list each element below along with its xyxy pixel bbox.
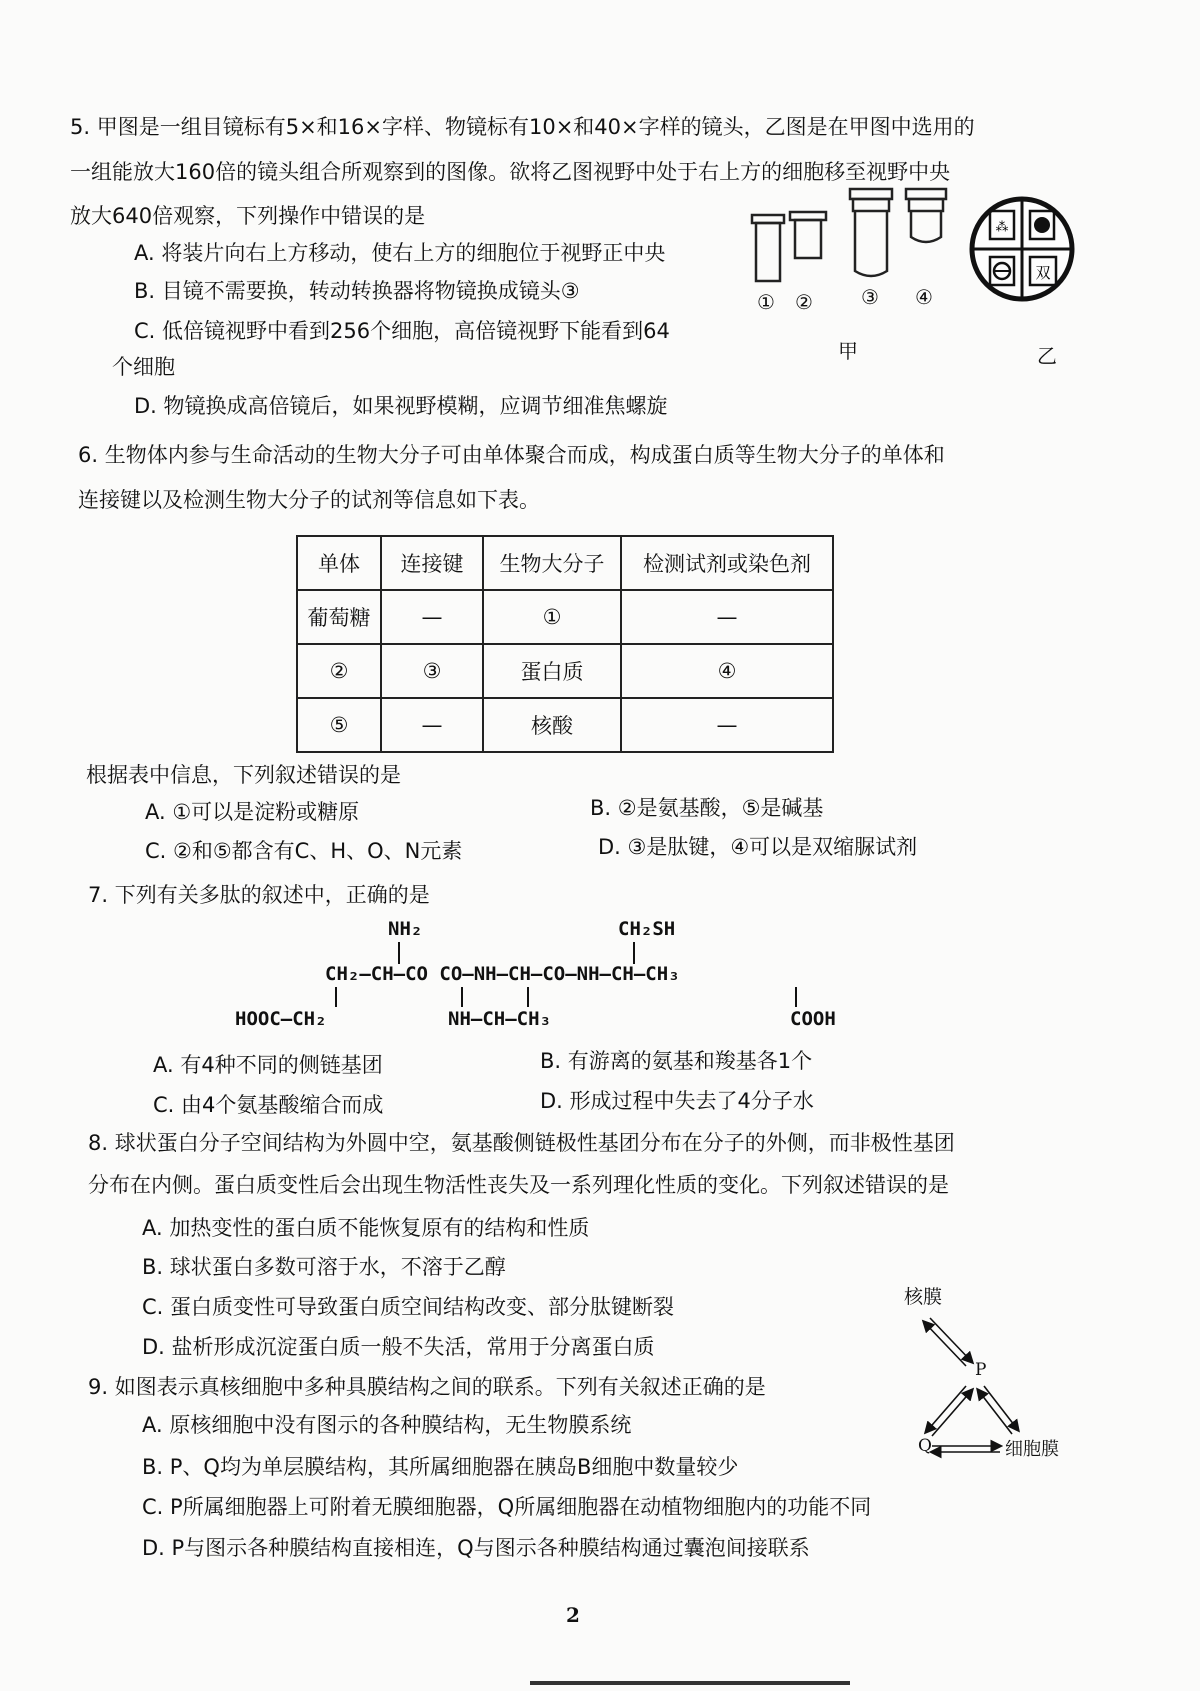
q8-stem-line1: 8. 球状蛋白分子空间结构为外圆中空，氨基酸侧链极性基团分布在分子的外侧，而非极性基团	[88, 1131, 955, 1155]
formula-bottom-left: HOOC—CH₂	[235, 1008, 327, 1030]
lens-label-4: ④	[915, 285, 933, 309]
lens-4-icon	[906, 189, 946, 242]
bottom-rule	[530, 1681, 850, 1685]
q7-option-d: D. 形成过程中失去了4分子水	[540, 1089, 814, 1113]
table-header-row	[297, 536, 833, 590]
q6-option-c: C. ②和⑤都含有C、H、O、N元素	[145, 839, 463, 863]
table-cell: ⑤	[297, 698, 381, 752]
q9-option-a: A. 原核细胞中没有图示的各种膜结构，无生物膜系统	[142, 1413, 632, 1437]
table-cell: ①	[483, 590, 621, 644]
diagram-q-label: Q	[918, 1436, 932, 1456]
q5-option-c-line2: 个细胞	[112, 355, 175, 379]
q5-stem-line1: 5. 甲图是一组目镜标有5×和16×字样、物镜标有10×和40×字样的镜头，乙图是在甲图中选用的	[70, 115, 975, 139]
table-cell: 葡萄糖	[297, 590, 381, 644]
monomer-table	[296, 535, 834, 753]
table-cell: —	[621, 590, 833, 644]
diagram-nuclear-membrane: 核膜	[904, 1286, 943, 1308]
q9-stem: 9. 如图表示真核细胞中多种具膜结构之间的联系。下列有关叙述正确的是	[88, 1375, 766, 1399]
q9-option-d: D. P与图示各种膜结构直接相连，Q与图示各种膜结构通过囊泡间接联系	[142, 1536, 810, 1560]
lens-label-2: ②	[795, 290, 813, 314]
q7-option-c: C. 由4个氨基酸缩合而成	[153, 1093, 384, 1117]
q7-option-b: B. 有游离的氨基和羧基各1个	[540, 1049, 813, 1073]
table-cell: —	[381, 698, 483, 752]
formula-nh2: NH₂	[388, 918, 423, 940]
q7-stem: 7. 下列有关多肽的叙述中，正确的是	[88, 883, 430, 907]
q8-stem-line2: 分布在内侧。蛋白质变性后会出现生物活性丧失及一系列理化性质的变化。下列叙述错误的是	[88, 1173, 949, 1197]
q6-lead: 根据表中信息，下列叙述错误的是	[86, 763, 401, 787]
field-of-view-icon	[968, 195, 1076, 303]
table-cell: 核酸	[483, 698, 621, 752]
q9-option-b: B. P、Q均为单层膜结构，其所属细胞器在胰岛B细胞中数量较少	[142, 1455, 739, 1479]
q8-option-a: A. 加热变性的蛋白质不能恢复原有的结构和性质	[142, 1216, 590, 1240]
q8-option-c: C. 蛋白质变性可导致蛋白质空间结构改变、部分肽键断裂	[142, 1295, 675, 1319]
q6-stem-line1: 6. 生物体内参与生命活动的生物大分子可由单体聚合而成，构成蛋白质等生物大分子的单体和	[78, 443, 945, 467]
membrane-arrows	[900, 1300, 1030, 1460]
table-cell: ④	[621, 644, 833, 698]
table-header: 单体	[297, 536, 381, 590]
lens-label-1: ①	[757, 290, 775, 314]
q8-option-b: B. 球状蛋白多数可溶于水，不溶于乙醇	[142, 1255, 506, 1279]
q9-option-c: C. P所属细胞器上可附着无膜细胞器，Q所属细胞器在动植物细胞内的功能不同	[142, 1495, 872, 1519]
diagram-p-label: P	[975, 1360, 987, 1380]
table-cell: ②	[297, 644, 381, 698]
table-cell: ③	[381, 644, 483, 698]
q5-option-a: A. 将装片向右上方移动，使右上方的细胞位于视野正中央	[134, 241, 666, 265]
table-row	[297, 590, 833, 644]
lens-label-3: ③	[861, 285, 879, 309]
formula-main-chain: CH₂—CH—CO CO—NH—CH—CO—NH—CH—CH₃	[325, 963, 680, 985]
q7-option-a: A. 有4种不同的侧链基团	[153, 1053, 383, 1077]
q6-option-a: A. ①可以是淀粉或糖原	[145, 800, 360, 824]
table-header: 连接键	[381, 536, 483, 590]
diagram-cell-membrane: 细胞膜	[1005, 1439, 1059, 1460]
figure-yi-label: 乙	[1037, 344, 1057, 368]
svg-text:⁂: ⁂	[995, 220, 1009, 235]
table-cell: —	[621, 698, 833, 752]
lens-1-icon	[752, 215, 784, 281]
table-header: 检测试剂或染色剂	[621, 536, 833, 590]
q5-stem-line3: 放大640倍观察，下列操作中错误的是	[70, 204, 426, 228]
page-number: 2	[566, 1603, 580, 1627]
figure-jia-label: 甲	[838, 339, 858, 363]
formula-bottom-right: COOH	[790, 1008, 836, 1030]
table-cell: —	[381, 590, 483, 644]
table-row	[297, 698, 833, 752]
q8-option-d: D. 盐析形成沉淀蛋白质一般不失活，常用于分离蛋白质	[142, 1335, 655, 1359]
q5-option-c-line1: C. 低倍镜视野中看到256个细胞，高倍镜视野下能看到64	[134, 319, 670, 343]
q5-option-b: B. 目镜不需要换，转动转换器将物镜换成镜头③	[134, 279, 580, 303]
q6-option-d: D. ③是肽键，④可以是双缩脲试剂	[598, 835, 918, 859]
q5-option-d: D. 物镜换成高倍镜后，如果视野模糊，应调节细准焦螺旋	[134, 394, 668, 418]
formula-ch2sh: CH₂SH	[618, 918, 676, 940]
q5-stem-line2: 一组能放大160倍的镜头组合所观察到的图像。欲将乙图视野中处于右上方的细胞移至视野中央	[70, 160, 951, 184]
table-row	[297, 644, 833, 698]
lens-3-icon	[850, 189, 892, 276]
svg-text:双: 双	[1035, 264, 1051, 282]
q6-stem-line2: 连接键以及检测生物大分子的试剂等信息如下表。	[78, 488, 540, 512]
table-cell: 蛋白质	[483, 644, 621, 698]
lens-figure	[750, 185, 970, 305]
table-header: 生物大分子	[483, 536, 621, 590]
formula-bottom-mid: NH—CH—CH₃	[448, 1008, 551, 1030]
q6-option-b: B. ②是氨基酸，⑤是碱基	[590, 796, 824, 820]
lens-2-icon	[790, 212, 826, 258]
